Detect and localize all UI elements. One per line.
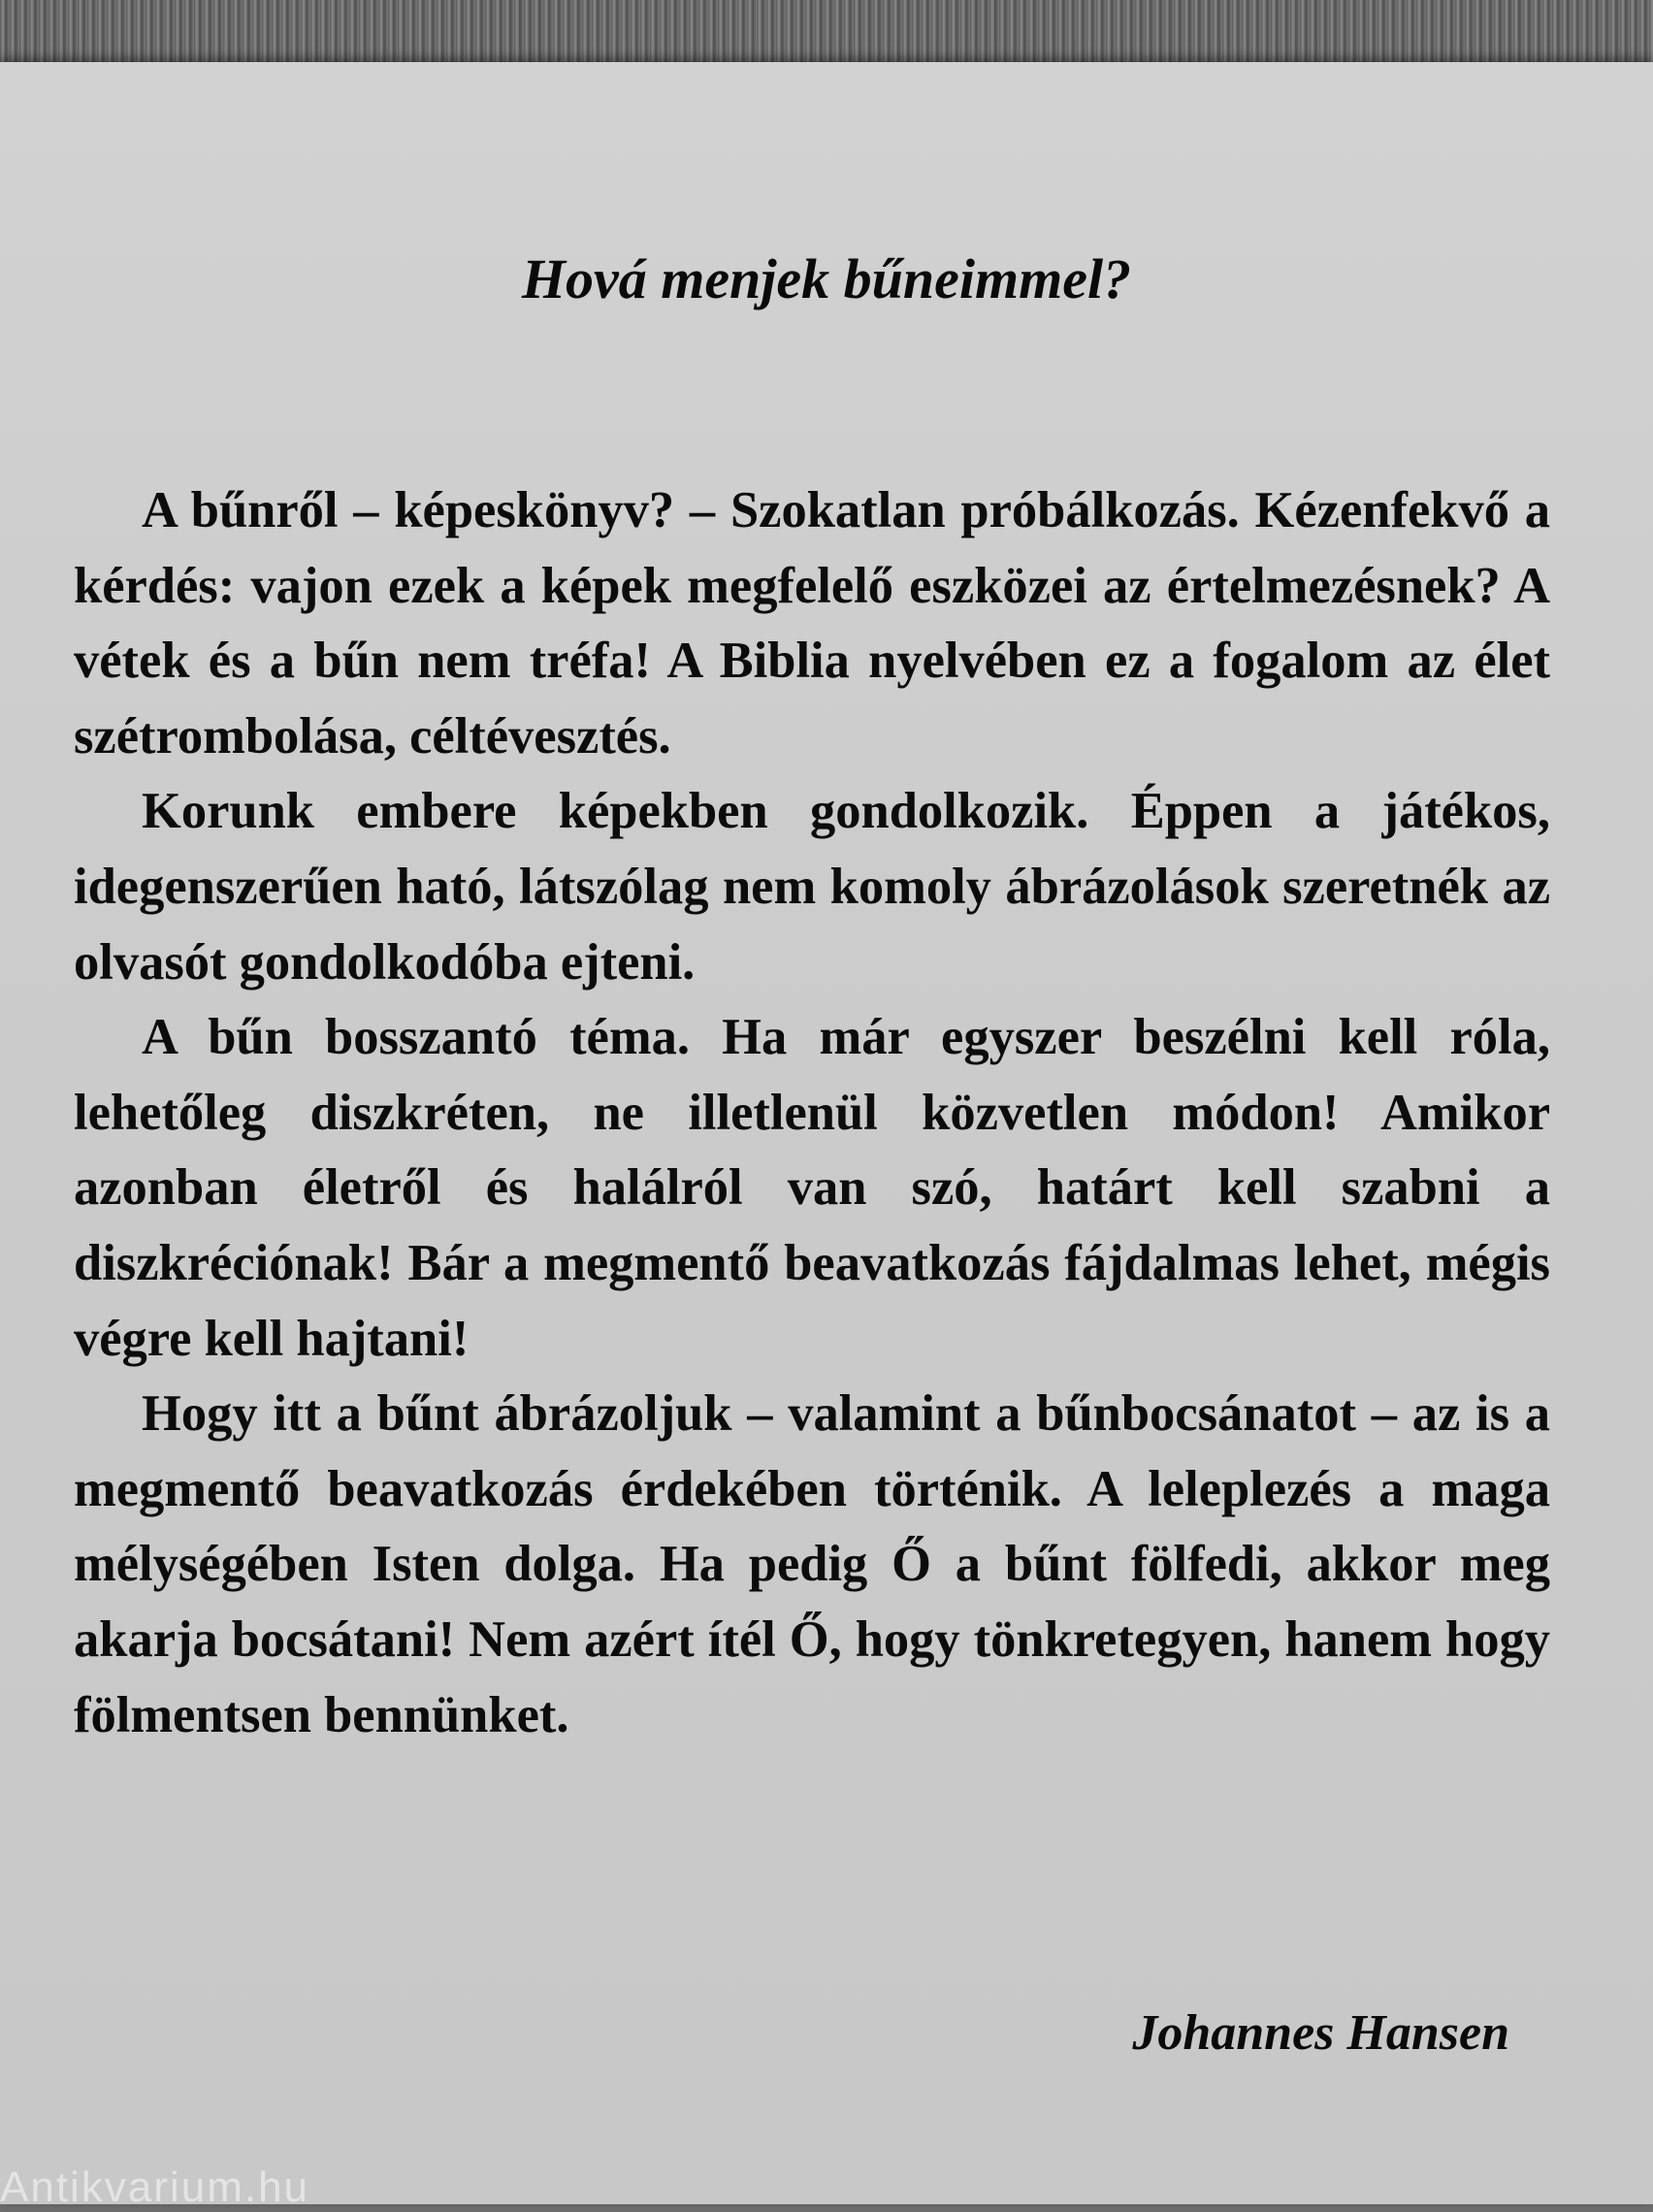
paragraph-3: A bűn bosszantó téma. Ha már egyszer beszélni kell róla, lehetőleg diszkréten, ne illetlenül közvetlen módon! Amikor azonban életről és halálról van szó, határt kell szabni a diszkréciónak! Bár a megmentő beavatkozás fájdalmas lehet, mégis végre kell hajtani! — [74, 1009, 1550, 1367]
body-text — [74, 473, 1550, 1753]
author-signature: Johannes Hansen — [1132, 2005, 1509, 2061]
page-title: Hová menjek bűneimmel? — [521, 247, 1132, 310]
paragraph-4: Hogy itt a bűnt ábrázoljuk – valamint a bűnbocsánatot – az is a megmentő beavatkozás érdekében történik. A leleplezés a maga mélységében Isten dolga. Ha pedig Ő a bűnt fölfedi, akkor meg akarja bocsátani! Nem azért ítél Ő, hogy tönkretegyen, hanem hogy fölmentsen bennünket. — [74, 1385, 1550, 1743]
paragraph-2: Korunk embere képekben gondolkozik. Éppen a játékos, idegenszerűen ható, látszólag nem komoly ábrázolások szeretnék az olvasót gondolkodóba ejteni. — [74, 783, 1550, 991]
paragraph-1: A bűnről – képeskönyv? – Szokatlan próbálkozás. Kézenfekvő a kérdés: vajon ezek a képek megfelelő eszközei az értelmezésnek? A vétek és a bűn nem tréfa! A Biblia nyelvében ez a fogalom az élet szétrombolása, céltévesztés. — [74, 482, 1550, 764]
watermark: Antikvarium.hu — [0, 2163, 310, 2211]
book-page — [0, 62, 1653, 2211]
